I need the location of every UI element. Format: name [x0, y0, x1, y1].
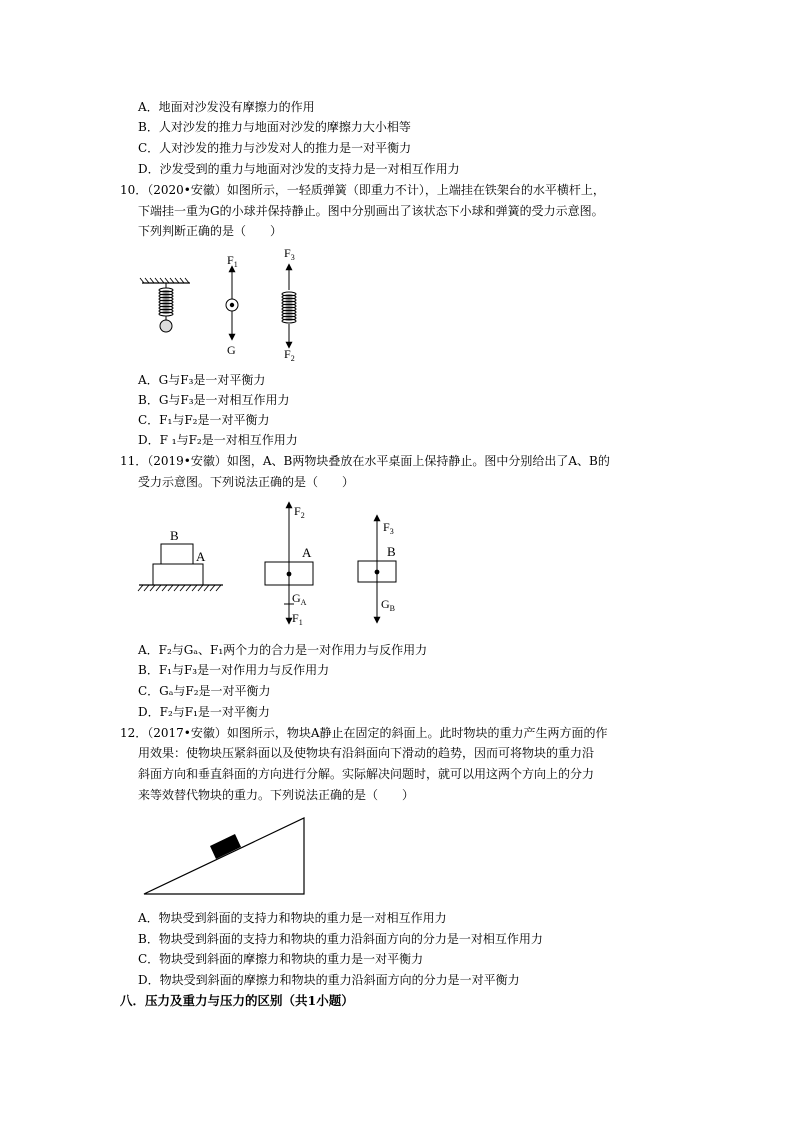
q10-stem-line-3: 下列判断正确的是（ ）: [138, 224, 283, 238]
label-f2: $F_2$: [294, 504, 305, 520]
section-heading: 八．压力及重力与压力的区别（共1小题）: [120, 993, 354, 1008]
label-f2: $F_2$: [284, 347, 295, 363]
label-f3: $F_3$: [284, 246, 295, 262]
q9-option-b: B．人对沙发的推力与地面对沙发的摩擦力大小相等: [138, 120, 411, 134]
q11-stem-line-2: 受力示意图。下列说法正确的是（ ）: [138, 475, 355, 489]
q10-stem-line-1: 10．（2020•安徽）如图所示，一轻质弹簧（即重力不计），上端挂在铁架台的水平横杆上，: [120, 183, 605, 197]
q12-stem-line-2: 用效果：使物块压紧斜面以及使物块有沿斜面向下滑动的趋势，因而可将物块的重力沿: [138, 746, 595, 760]
q10-figure: [130, 244, 330, 366]
q11-figure: [135, 498, 415, 630]
stacked-blocks: [138, 528, 223, 591]
q10-option-d: D．F ₁与F₂是一对相互作用力: [138, 433, 298, 447]
q10-option-b: B．G与F₃是一对相互作用力: [138, 393, 290, 407]
ball: [160, 320, 172, 332]
q10-stem-line-2: 下端挂一重为G的小球并保持静止。图中分别画出了该状态下小球和弹簧的受力示意图。: [138, 204, 604, 218]
q10-option-c: C．F₁与F₂是一对平衡力: [138, 413, 270, 427]
label-gb: $G_B$: [381, 597, 396, 613]
q12-option-c: C．物块受到斜面的摩擦力和物块的重力是一对平衡力: [138, 952, 424, 966]
incline: [144, 818, 304, 894]
q12-stem-line-4: 来等效替代物块的重力。下列说法正确的是（ ）: [138, 788, 415, 802]
q11-option-a: A．F₂与Gₐ、F₁两个力的合力是一对作用力与反作用力: [138, 643, 428, 657]
label-g: G: [227, 343, 236, 357]
q11-stem-line-1: 11．（2019•安徽）如图，A、B两物块叠放在水平桌面上保持静止。图中分别给出了A、B的: [120, 454, 610, 468]
spring-force-diagram: [282, 246, 296, 363]
q12-option-a: A．物块受到斜面的支持力和物块的重力是一对相互作用力: [138, 911, 447, 925]
label-ga: $G_A$: [292, 591, 307, 607]
q12-option-b: B．物块受到斜面的支持力和物块的重力沿斜面方向的分力是一对相互作用力: [138, 932, 543, 946]
q9-option-d: D．沙发受到的重力与地面对沙发的支持力是一对相互作用力: [138, 162, 460, 176]
q10-option-a: A．G与F₃是一对平衡力: [138, 373, 266, 387]
q12-option-d: D．物块受到斜面的摩擦力和物块的重力沿斜面方向的分力是一对平衡力: [138, 973, 520, 987]
q12-stem-line-3: 斜面方向和垂直斜面的方向进行分解。实际解决问题时，就可以用这两个方向上的分力: [138, 767, 595, 781]
ceiling-support: [140, 278, 190, 283]
label-a: A: [302, 545, 312, 560]
label-f1: $F_1$: [227, 253, 238, 269]
q12-incline-figure: [140, 814, 310, 898]
q11-option-c: C．Gₐ与F₂是一对平衡力: [138, 684, 271, 698]
block-a-force-diagram: [265, 502, 313, 627]
block-b-force-diagram: [358, 515, 396, 623]
q9-option-c: C．人对沙发的推力与沙发对人的推力是一对平衡力: [138, 141, 412, 155]
spring: [159, 283, 173, 320]
label-block-a: A: [196, 549, 206, 564]
q9-option-a: A．地面对沙发没有摩擦力的作用: [138, 100, 315, 114]
label-f3: $F_3$: [383, 520, 394, 536]
q11-option-b: B．F₁与F₃是一对作用力与反作用力: [138, 663, 330, 677]
label-f1: $F_1$: [292, 611, 303, 627]
ball-force-diagram: [226, 253, 238, 357]
label-block-b: B: [170, 528, 179, 543]
label-b: B: [387, 544, 396, 559]
q12-stem-line-1: 12．（2017•安徽）如图所示，物块A静止在固定的斜面上。此时物块的重力产生两方面的作: [120, 726, 608, 740]
q11-option-d: D．F₂与F₁是一对平衡力: [138, 705, 270, 719]
